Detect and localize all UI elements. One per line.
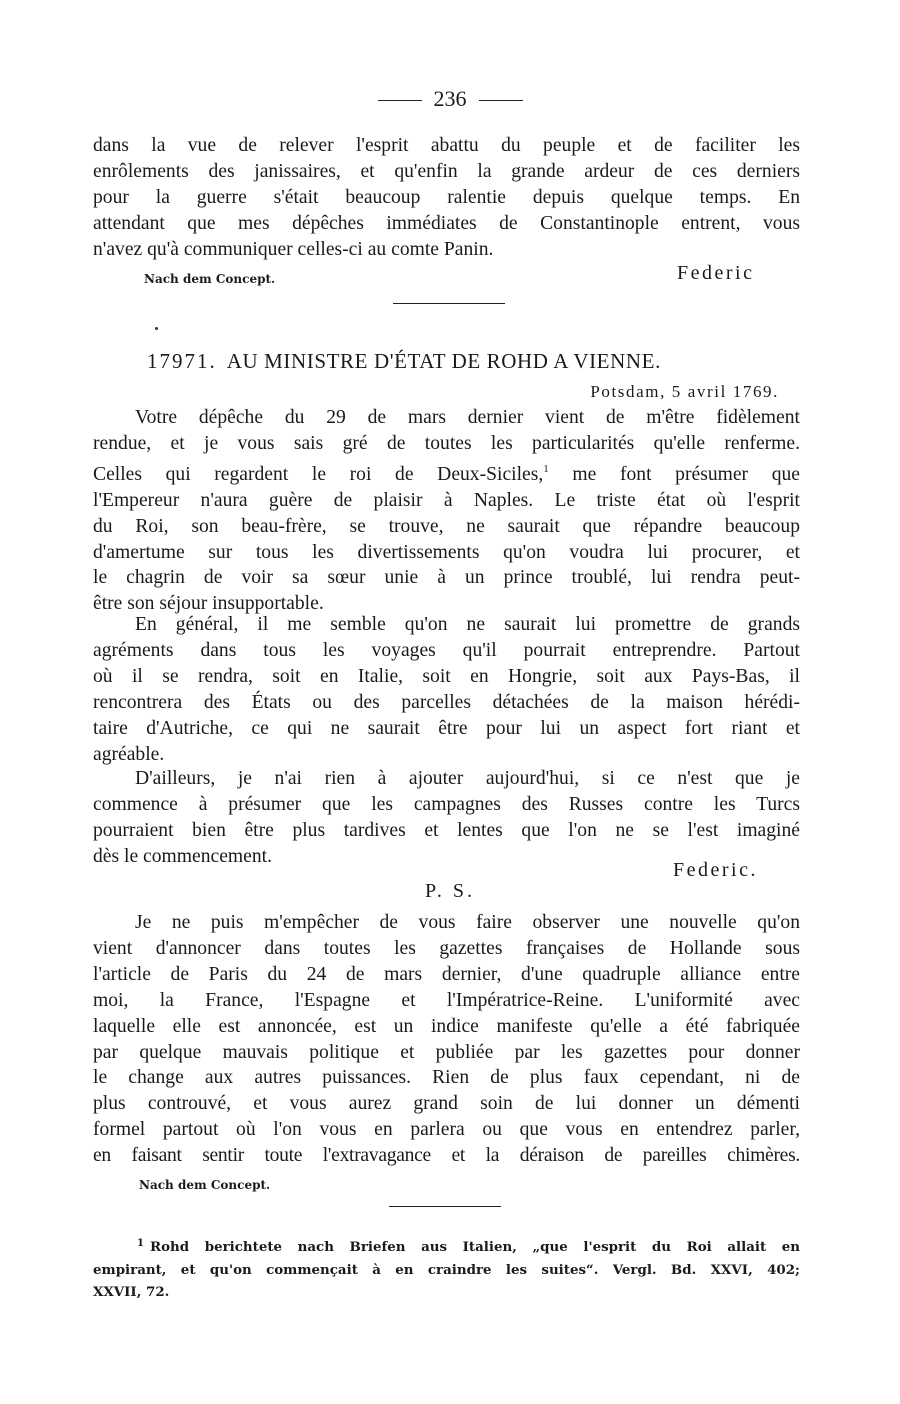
text-line: en faisant sentir toute l'extravagance et la déraison de pareilles chimères.: [93, 1145, 800, 1167]
text-line: du Roi, son beau-frère, se trouve, ne saurait que répandre beaucoup: [93, 515, 800, 537]
place-date: [590, 382, 779, 402]
text-line: commence à présumer que les campagnes des Russes contre les Turcs: [93, 793, 800, 815]
footnote-line: empirant, et qu'on commençait à en craindre les suites“. Vergl. Bd. XXVI, 402;: [93, 1261, 800, 1278]
text-line: dès le commencement.: [93, 845, 272, 867]
paragraph-3: [93, 766, 800, 870]
postscript-text: [93, 910, 800, 1169]
text-line: l'article de Paris du 24 de mars dernier, d'une quadruple alliance entre: [93, 963, 800, 985]
text-line: dans la vue de relever l'esprit abattu du peuple et de faciliter les: [93, 135, 800, 156]
stray-mark: [155, 327, 158, 330]
dash-left: [378, 100, 422, 101]
text-segment: me font présumer que: [572, 463, 801, 485]
previous-letter-text: [93, 133, 800, 263]
footnote-text: Rohd berichtete nach Briefen aus Italien, „que l'esprit du Roi allait en: [149, 1239, 800, 1255]
text-line: D'ailleurs, je n'ai rien à ajouter aujourd'hui, si ce n'est que je: [135, 768, 800, 789]
dash-right: [479, 100, 523, 101]
paragraph-1: [93, 405, 800, 617]
text-line: le chagrin de voir sa sœur unie à un prince troublé, lui rendra peut-: [93, 567, 800, 589]
place: Potsdam,: [590, 382, 666, 401]
text-line: Votre dépêche du 29 de mars dernier vient de m'être fidèlement: [135, 407, 800, 428]
text-line-with-footnote: [93, 457, 800, 488]
text-line: formel partout où l'on vous en parlera ou que vous en entendrez parler,: [93, 1119, 800, 1141]
text-segment: Celles qui regardent le roi de Deux-Siciles,: [93, 463, 544, 485]
text-line: par quelque mauvais politique et publiée par les gazettes pour donner: [93, 1041, 800, 1063]
text-line: rendue, et je vous sais gré de toutes les particularités qu'elle renferme.: [93, 432, 800, 454]
source-note: Nach dem Concept.: [139, 1178, 271, 1192]
text-line: enrôlements des janissaires, et qu'enfin la grande ardeur de ces derniers: [93, 160, 800, 182]
date: 5 avril 1769.: [671, 382, 779, 401]
text-line: agréments dans tous les voyages qu'il pourrait entreprendre. Partout: [93, 639, 800, 661]
text-line: n'avez qu'à communiquer celles-ci au comte Panin.: [93, 238, 494, 260]
text-line: où il se rendra, soit en Italie, soit en Hongrie, soit aux Pays-Bas, il: [93, 665, 800, 687]
letter-heading: [147, 349, 661, 374]
text-line: Je ne puis m'empêcher de vous faire observer une nouvelle qu'on: [135, 912, 800, 933]
footnote: [93, 1233, 800, 1304]
text-line: le change aux autres puissances. Rien de plus faux cependant, ni de: [93, 1067, 800, 1089]
text-line: être son séjour insupportable.: [93, 593, 324, 615]
page-number: 236: [433, 86, 467, 111]
signature: Federic: [677, 262, 755, 284]
text-line: rencontrera des États ou des parcelles détachées de la maison hérédi-: [93, 691, 800, 713]
text-line: attendant que mes dépêches immédiates de Constantinople entrent, vous: [93, 212, 800, 234]
letter-number: 17971.: [147, 349, 217, 373]
page-number-row: [0, 86, 900, 112]
footnote-line: [93, 1233, 800, 1259]
text-line: taire d'Autriche, ce qui ne saurait être pour lui un aspect fort riant et: [93, 717, 800, 739]
text-line: plus controuvé, et vous aurez grand soin de lui donner un démenti: [93, 1093, 800, 1115]
text-line: vient d'annoncer dans toutes les gazettes françaises de Hollande sous: [93, 937, 800, 959]
letter-title: AU MINISTRE D'ÉTAT DE ROHD A VIENNE.: [226, 349, 661, 373]
postscript-heading: P. S.: [424, 880, 476, 902]
text-line: moi, la France, l'Espagne et l'Impératrice-Reine. L'uniformité avec: [93, 989, 800, 1011]
text-line: pour la guerre s'était beaucoup ralentie depuis quelque temps. En: [93, 186, 800, 208]
source-note: Nach dem Concept.: [144, 272, 276, 286]
text-line: En général, il me semble qu'on ne saurait lui promettre de grands: [135, 614, 800, 635]
text-line: laquelle elle est annoncée, est un indice manifeste qu'elle a été fabriquée: [93, 1015, 800, 1037]
text-line: l'Empereur n'aura guère de plaisir à Naples. Le triste état où l'esprit: [93, 489, 800, 511]
text-line: pourraient bien être plus tardives et lentes que l'on ne se l'est imaginé: [93, 819, 800, 841]
section-divider: [393, 303, 505, 304]
footnote-line: XXVII, 72.: [93, 1284, 170, 1300]
footnote-mark: 1: [137, 1238, 144, 1249]
signature: Federic.: [673, 859, 758, 881]
paragraph-2: [93, 612, 800, 767]
footnote-divider: [389, 1206, 501, 1207]
footnote-reference: 1: [543, 462, 549, 475]
text-line: d'amertume sur tous les divertissements qu'on voudra lui procurer, et: [93, 541, 800, 563]
text-line: agréable.: [93, 743, 165, 765]
